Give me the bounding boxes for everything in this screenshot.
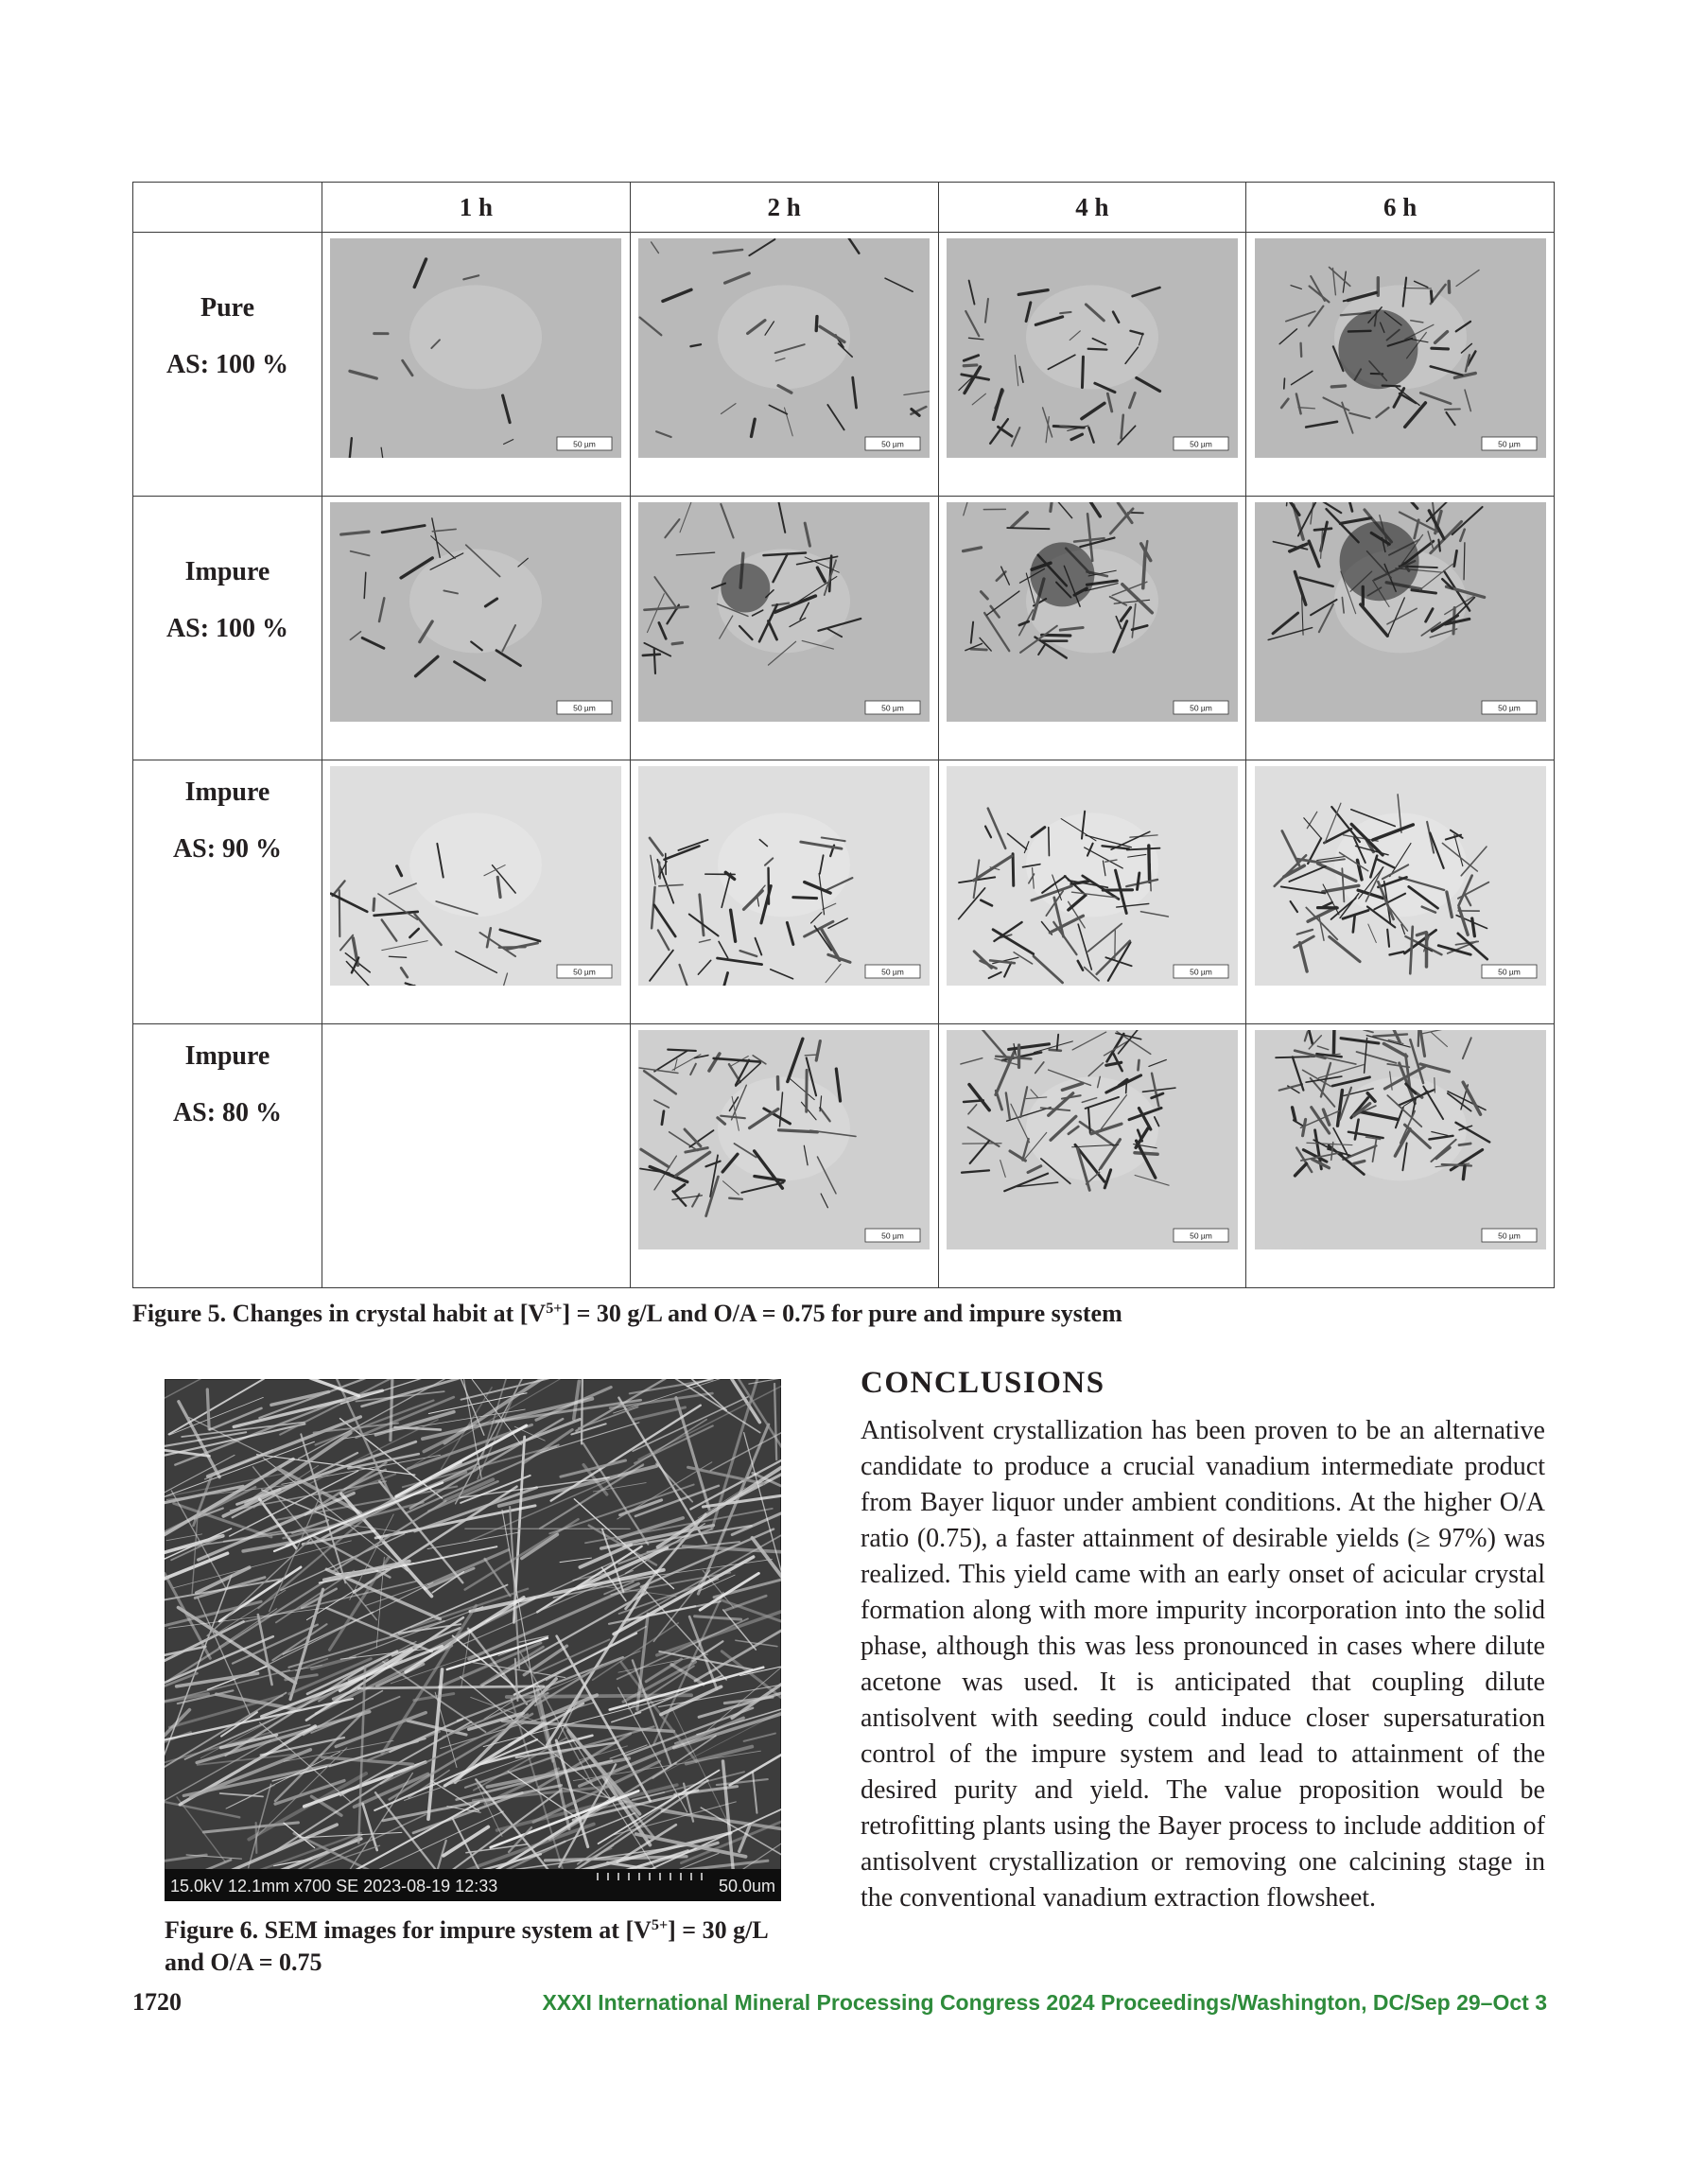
- row-label: [133, 497, 322, 760]
- caption-superscript: 5+: [651, 1917, 669, 1934]
- scale-bar-label: 50 µm: [1497, 967, 1521, 977]
- micrograph-image: [638, 1030, 930, 1249]
- table-row: [133, 1024, 1555, 1288]
- table-row: [133, 760, 1555, 1024]
- conclusions-body: [861, 1413, 1545, 1916]
- header-6h: 6 h: [1246, 183, 1555, 233]
- micrograph-cell: [938, 760, 1246, 1024]
- scale-bar-label: 50 µm: [573, 439, 597, 449]
- scale-bar-label: 50 µm: [573, 967, 597, 977]
- conclusions-heading: CONCLUSIONS: [861, 1366, 1105, 1400]
- micrograph-image: [330, 766, 621, 986]
- micrograph-cell: [1246, 233, 1555, 497]
- scale-bar-label: 50 µm: [1189, 1231, 1212, 1241]
- micrograph-image: [638, 502, 930, 722]
- caption-superscript: 5+: [546, 1301, 563, 1318]
- micrograph-cell: [1246, 497, 1555, 760]
- sem-scale-label: 50.0um: [718, 1877, 775, 1896]
- running-footer: XXXI International Mineral Processing Congress 2024 Proceedings/Washington, DC/Sep 29–Oct 3: [542, 1990, 1547, 2015]
- scale-bar-label: 50 µm: [881, 439, 905, 449]
- micrograph-cell: [322, 760, 631, 1024]
- scale-bar-label: 50 µm: [1497, 439, 1521, 449]
- scale-bar-label: 50 µm: [881, 967, 905, 977]
- sem-image: [165, 1379, 781, 1901]
- scale-bar-label: 50 µm: [1189, 967, 1212, 977]
- micrograph-image: [1255, 502, 1546, 722]
- row-label-system: Impure: [184, 1041, 270, 1071]
- scale-bar-label: 50 µm: [1497, 1231, 1521, 1241]
- table-row: [133, 233, 1555, 497]
- row-label-as: AS: 100 %: [165, 350, 289, 379]
- row-label-system: Pure: [200, 293, 255, 323]
- figure-5-caption: [132, 1300, 1122, 1328]
- page-number: 1720: [132, 1988, 182, 2016]
- scale-bar-label: 50 µm: [881, 703, 905, 713]
- table-row: [133, 497, 1555, 760]
- micrograph-image: [330, 502, 621, 722]
- micrograph-cell: [630, 497, 938, 760]
- micrograph-image: [947, 502, 1238, 722]
- row-label: [133, 1024, 322, 1288]
- row-label-system: Impure: [184, 557, 270, 586]
- scale-bar-label: 50 µm: [1189, 703, 1212, 713]
- micrograph-image: [1255, 238, 1546, 458]
- row-label-system: Impure: [184, 778, 270, 807]
- micrograph-cell: [1246, 1024, 1555, 1288]
- table-header-row: [133, 183, 1555, 233]
- micrograph-image: [638, 238, 930, 458]
- conclusions-paragraph: Antisolvent crystallization has been proven to be an alternative candidate to produce a crucial vanadium intermediate product from Bayer liquor under ambient conditions. At the higher O/A ratio (0.75), a faster attainment of desirable yields (≥ 97%) was realized. This yield came with an early onset of acicular crystal formation along with more impurity incorporation into the solid phase, although this was less pronounced in cases where dilute acetone was used. It is anticipated that coupling dilute antisolvent with seeding could induce closer supersaturation control of the impure system and lead to attainment of the desired purity and yield. The value proposition would be retrofitting plants using the Bayer process to include addition of antisolvent crystallization or removing one calcining stage in the conventional vanadium extraction flowsheet.: [861, 1416, 1545, 1913]
- row-label-as: AS: 90 %: [172, 834, 283, 864]
- micrograph-cell: [630, 760, 938, 1024]
- micrograph-image: [638, 766, 930, 986]
- header-2h: 2 h: [630, 183, 938, 233]
- micrograph-cell: [1246, 760, 1555, 1024]
- caption-text: ] = 30 g/L and O/A = 0.75 for pure and impure system: [562, 1300, 1122, 1327]
- header-4h: 4 h: [938, 183, 1246, 233]
- micrograph-cell: [322, 497, 631, 760]
- micrograph-cell: [938, 233, 1246, 497]
- header-empty: [133, 183, 322, 233]
- caption-text: Figure 6. SEM images for impure system at [V: [165, 1916, 652, 1944]
- empty-cell: [322, 1024, 614, 1244]
- row-label-as: AS: 100 %: [165, 614, 289, 643]
- sem-info-bar: 15.0kV 12.1mm x700 SE 2023-08-19 12:33: [170, 1877, 498, 1896]
- micrograph-image: [947, 766, 1238, 986]
- row-label: [133, 233, 322, 497]
- micrograph-cell: [630, 233, 938, 497]
- micrograph-image: [1255, 1030, 1546, 1249]
- caption-text: Figure 5. Changes in crystal habit at [V: [132, 1300, 547, 1327]
- micrograph-image: [947, 1030, 1238, 1249]
- row-label-as: AS: 80 %: [172, 1098, 283, 1127]
- figure-5-table: [132, 182, 1555, 1288]
- micrograph-cell: [938, 497, 1246, 760]
- micrograph-image: [1255, 766, 1546, 986]
- caption-text: ] = 30 g/L and O/A = 0.75: [165, 1916, 768, 1976]
- scale-bar-label: 50 µm: [573, 703, 597, 713]
- micrograph-image: [947, 238, 1238, 458]
- scale-bar-label: 50 µm: [881, 1231, 905, 1241]
- micrograph-cell: [938, 1024, 1246, 1288]
- scale-bar-label: 50 µm: [1497, 703, 1521, 713]
- micrograph-cell: [322, 1024, 631, 1288]
- header-1h: 1 h: [322, 183, 631, 233]
- micrograph-image: [330, 238, 621, 458]
- micrograph-cell: [630, 1024, 938, 1288]
- scale-bar-label: 50 µm: [1189, 439, 1212, 449]
- micrograph-cell: [322, 233, 631, 497]
- figure-6-caption: [165, 1914, 770, 1979]
- row-label: [133, 760, 322, 1024]
